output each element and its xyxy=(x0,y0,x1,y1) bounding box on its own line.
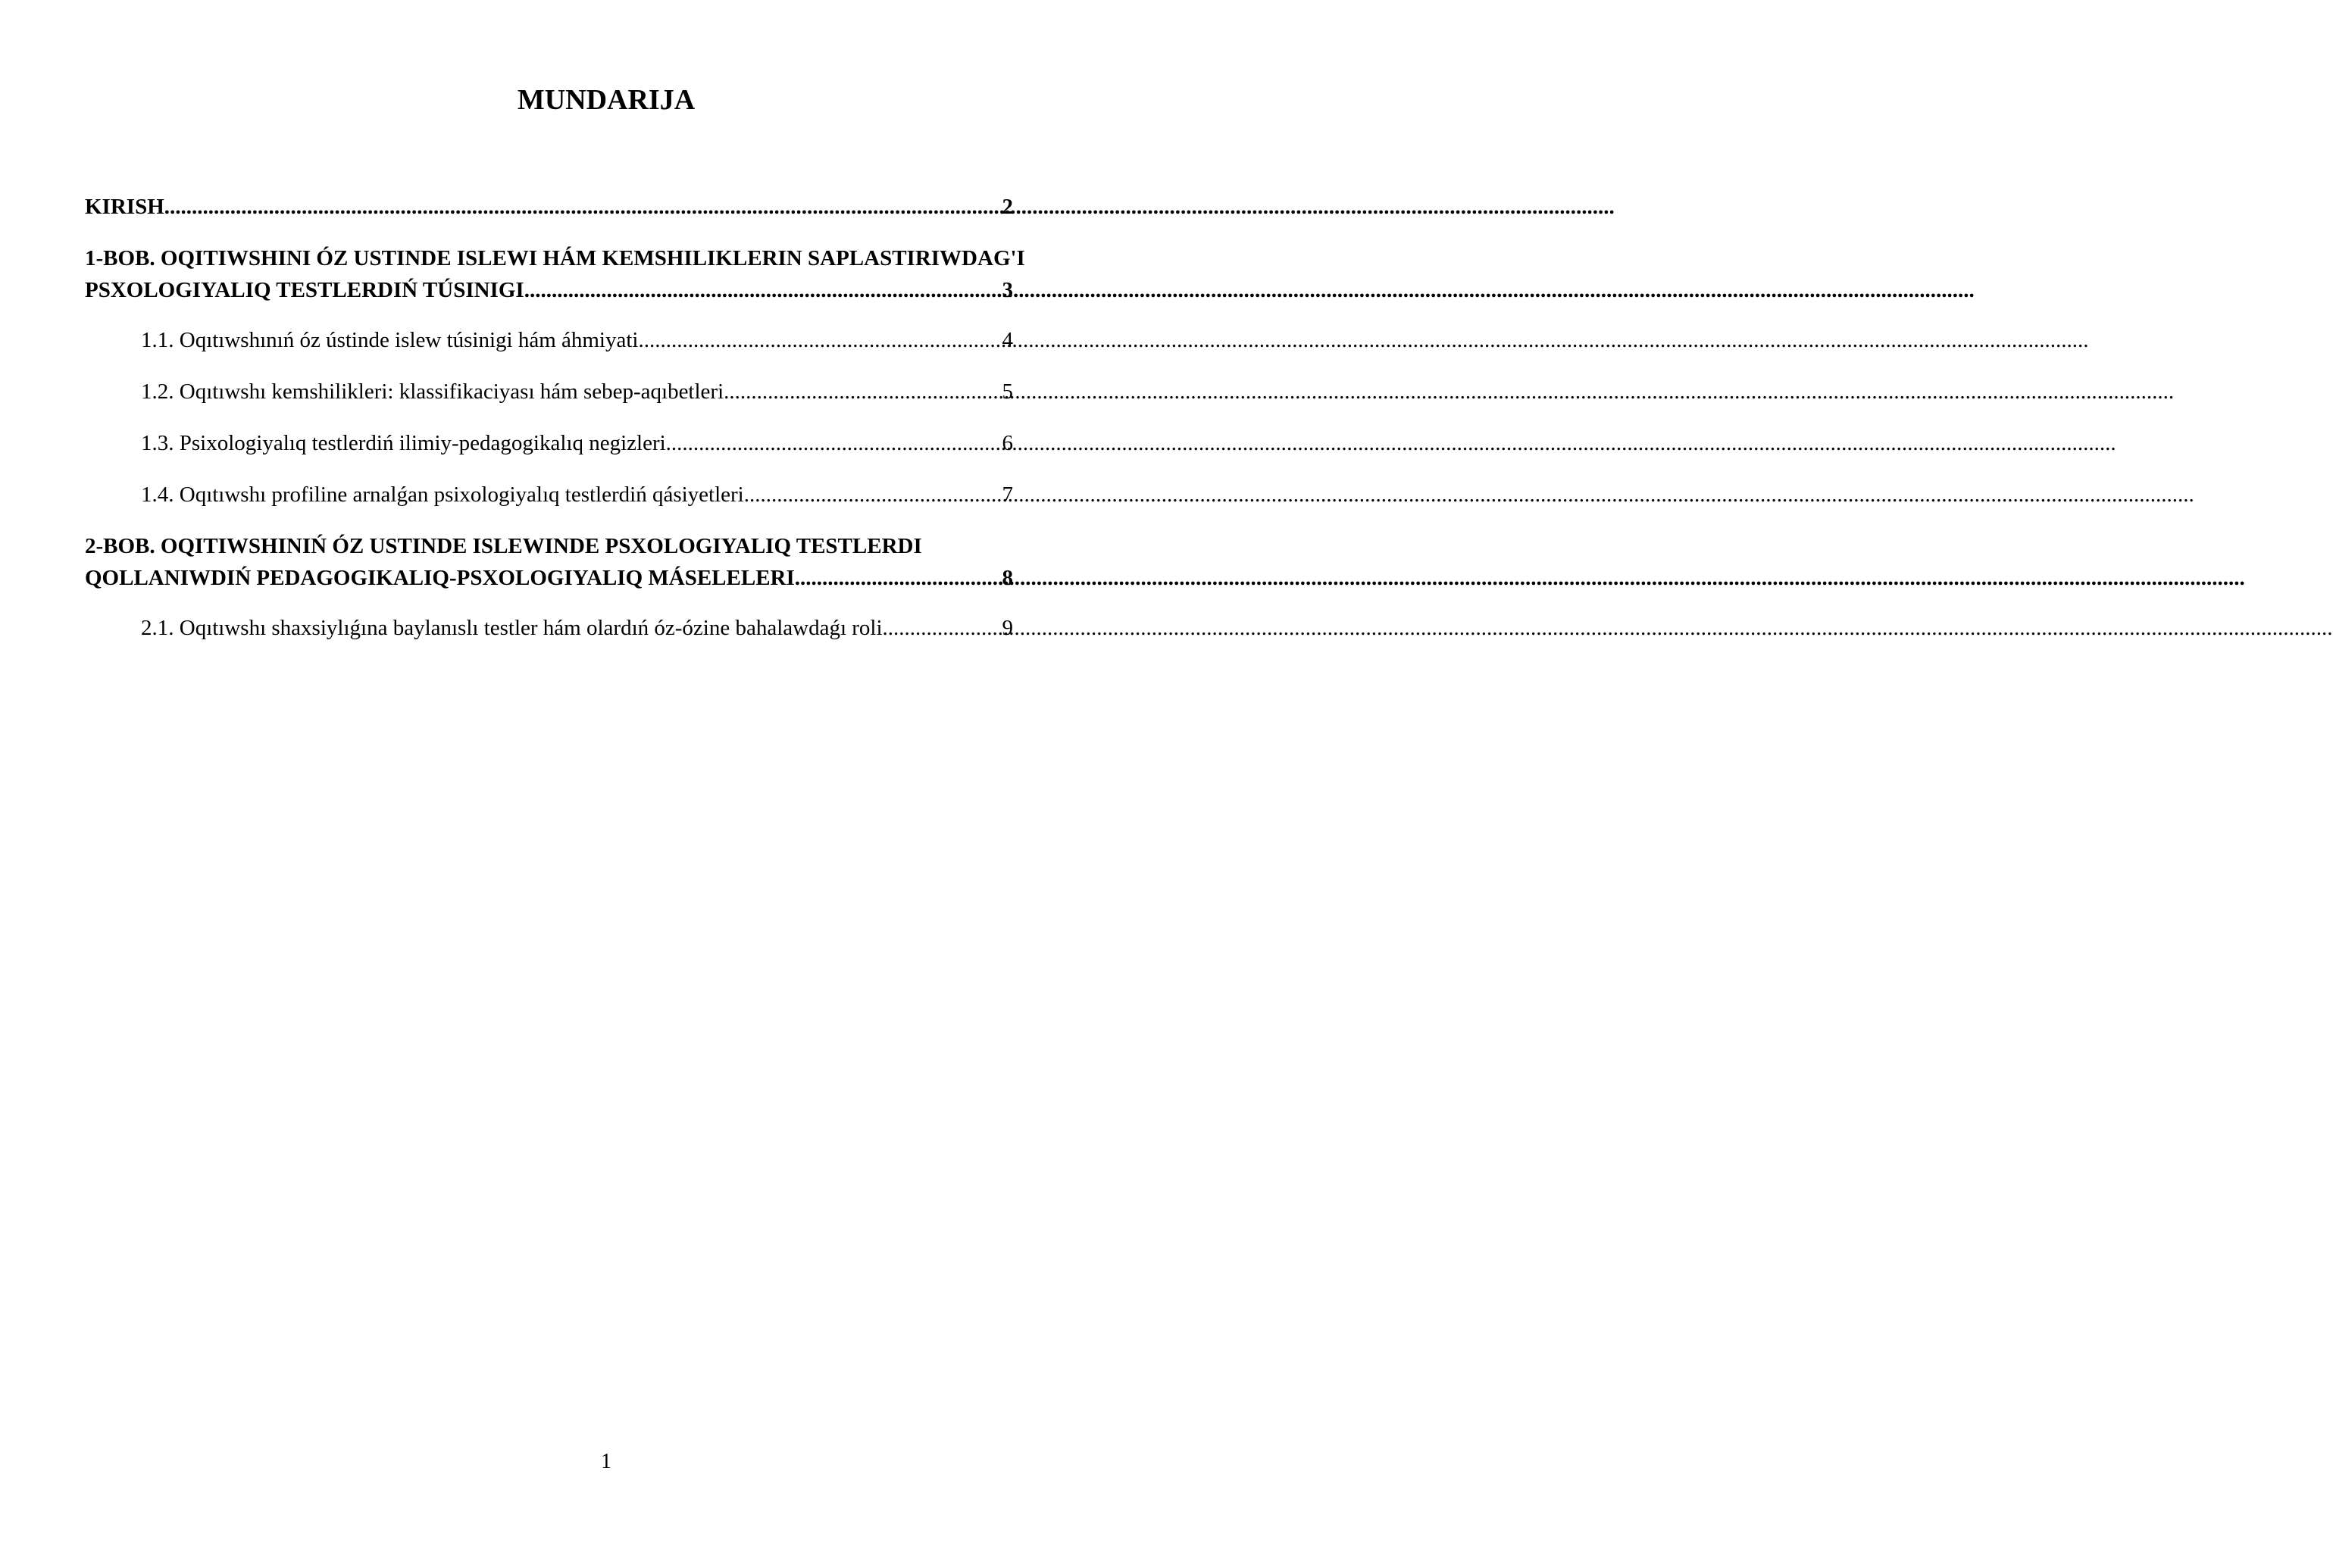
toc-entry-chapter-1[interactable] xyxy=(85,242,1025,306)
toc-entry-text-line-2: QOLLANIWDIŃ PEDAGOGIKALIQ-PSXOLOGIYALIQ MÁSELELERI xyxy=(85,566,795,590)
toc-entry-section-1-4[interactable] xyxy=(85,479,1017,511)
toc-leader-dots xyxy=(724,376,1000,408)
toc-entry-text-line-1: 1-BOB. OQITIWSHINI ÓZ USTINDE ISLEWI HÁM KEMSHILIKLERIN SAPLASTIRIWDAG'I xyxy=(85,246,1025,270)
page-title: MUNDARIJA xyxy=(517,84,696,116)
toc-page-number: 6 xyxy=(1002,431,1013,455)
toc-entry-text: KIRISH xyxy=(85,195,164,219)
toc-page-number: 7 xyxy=(1002,483,1013,507)
toc-entry-text: 1.4. Oqıtıwshı profiline arnalǵan psixologiyalıq testlerdiń qásiyetleri xyxy=(141,483,744,507)
toc-entry-kirish[interactable] xyxy=(85,191,1017,223)
toc-entry-text: 1.2. Oqıtıwshı kemshilikleri: klassifikaciyası hám sebep-aqıbetleri xyxy=(141,380,724,404)
toc-leader-dots xyxy=(795,562,1001,594)
toc-leader-dots xyxy=(524,274,1001,306)
toc-leader-dots xyxy=(666,427,1001,459)
toc-entry-text-line-1: 2-BOB. OQITIWSHINIŃ ÓZ USTINDE ISLEWINDE PSXOLOGIYALIQ TESTLERDI xyxy=(85,534,922,558)
toc-leader-dots xyxy=(164,191,1001,223)
toc-entry-section-1-2[interactable] xyxy=(85,376,1017,408)
toc-page-number: 3 xyxy=(1002,278,1013,302)
toc-entry-text: 1.3. Psixologiyalıq testlerdiń ilimiy-pedagogikalıq negizleri xyxy=(141,431,666,455)
toc-entry-text-line-2: PSXOLOGIYALIQ TESTLERDIŃ TÚSINIGI xyxy=(85,278,524,302)
toc-leader-dots xyxy=(883,612,1001,644)
toc-entry-text: 2.1. Oqıtıwshı shaxsiylıǵına baylanıslı testler hám olardıń óz-ózine bahalawdaǵı roli xyxy=(141,616,883,640)
toc-entry-section-1-3[interactable] xyxy=(85,427,1017,459)
toc-leader-dots xyxy=(744,479,1001,511)
toc-page-number: 9 xyxy=(1002,616,1013,640)
toc-page-number: 5 xyxy=(1002,380,1013,404)
toc-page-number: 2 xyxy=(1002,195,1013,219)
toc-entry-text: 1.1. Oqıtıwshınıń óz ústinde islew túsinigi hám áhmiyati xyxy=(141,328,639,352)
toc-page-number: 4 xyxy=(1002,328,1013,352)
page-number-footer: 1 xyxy=(601,1450,611,1473)
toc-leader-dots xyxy=(638,324,1000,356)
toc-page-number: 8 xyxy=(1002,566,1013,590)
toc-entry-chapter-2[interactable] xyxy=(85,530,1017,594)
toc-entry-section-2-1[interactable] xyxy=(85,612,1017,644)
toc-entry-section-1-1[interactable] xyxy=(85,324,1017,356)
table-of-contents xyxy=(85,191,1025,644)
